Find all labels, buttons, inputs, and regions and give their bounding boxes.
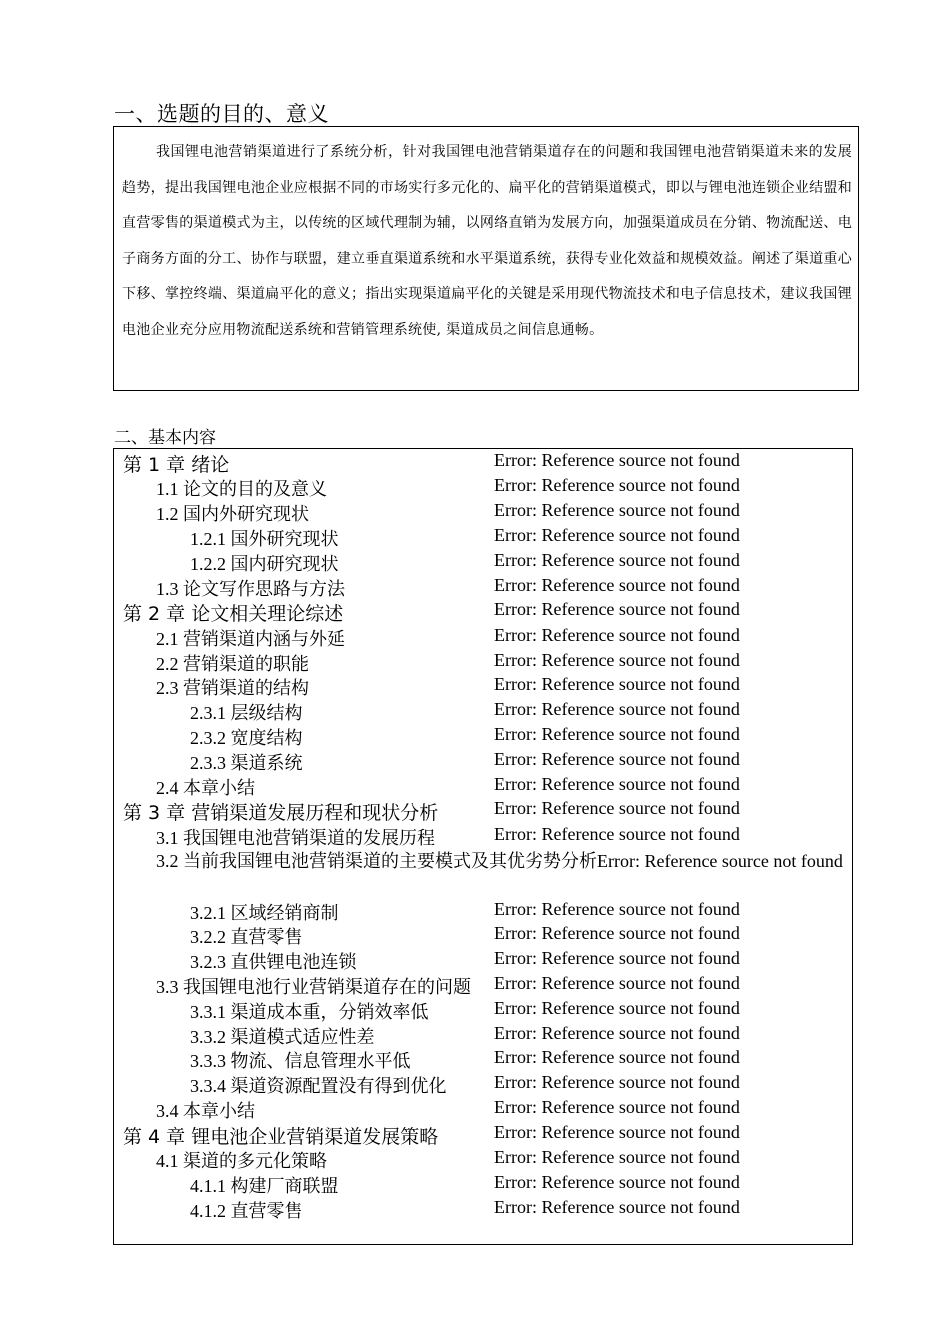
- toc-entry: [114, 749, 852, 774]
- toc-reference: Error: Reference source not found: [494, 1022, 740, 1043]
- section-2-heading: 二、基本内容: [114, 428, 216, 448]
- toc-entry: [114, 998, 852, 1023]
- toc-title: 3.4 本章小结: [156, 1101, 255, 1121]
- toc-title: 2.2 营销渠道的职能: [156, 653, 309, 674]
- toc-title: 3.3.1 渠道成本重，分销效率低: [190, 1001, 429, 1022]
- toc-entry: [114, 550, 852, 575]
- toc-title: 3.2.3 直供锂电池连锁: [190, 952, 357, 973]
- section-1-heading: 一、选题的目的、意义: [114, 102, 329, 126]
- toc-reference: Error: Reference source not found: [494, 724, 740, 744]
- toc-entry: [114, 575, 852, 600]
- toc-reference: Error: Reference source not found: [494, 773, 740, 794]
- toc-title: 第 1 章 绪论: [123, 454, 230, 476]
- toc-reference: Error: Reference source not found: [494, 923, 740, 944]
- toc-entry: [114, 1072, 852, 1097]
- toc-reference: Error: Reference source not found: [494, 549, 740, 570]
- toc-title: 2.1 营销渠道内涵与外延: [156, 628, 345, 649]
- toc-title: 3.1 我国锂电池营销渠道的发展历程: [156, 827, 435, 848]
- toc-entry: [114, 1147, 852, 1172]
- toc-title: 3.3.3 物流、信息管理水平低: [190, 1051, 411, 1072]
- toc-reference: Error: Reference source not found: [494, 1121, 740, 1142]
- toc-title: 2.3.1 层级结构: [190, 703, 303, 724]
- toc-entry: [114, 948, 852, 973]
- toc-chapter: [114, 599, 852, 624]
- toc-chapter: [114, 450, 852, 475]
- toc-entry: [114, 1023, 852, 1048]
- toc-reference: Error: Reference source not found: [494, 798, 740, 819]
- toc-entry: [114, 674, 852, 699]
- toc-reference: Error: Reference source not found: [494, 1097, 740, 1117]
- toc-reference: Error: Reference source not found: [494, 898, 740, 919]
- toc-title: 3.3 我国锂电池行业营销渠道存在的问题: [156, 977, 471, 997]
- toc-reference: Error: Reference source not found: [494, 574, 740, 595]
- toc-reference: Error: Reference source not found: [494, 1047, 740, 1068]
- toc-title: 2.3 营销渠道的结构: [156, 678, 309, 699]
- purpose-paragraph: 我国锂电池营销渠道进行了系统分析，针对我国锂电池营销渠道存在的问题和我国锂电池营销渠道未来的发展趋势，提出我国锂电池企业应根据不同的市场实行多元化的、扁平化的营销渠道模式，即以与锂电池连锁企业结盟和直营零售的渠道模式为主，以传统的区域代理制为辅，以网络直销为发展方向，加强渠道成员在分销、物流配送、电子商务方面的分工、协作与联盟，建立垂直渠道系统和水平渠道系统，获得专业化效益和规模效益。阐述了渠道重心下移、掌控终端、渠道扁平化的意义；指出实现渠道扁平化的关键是采用现代物流技术和电子信息技术，建议我国锂电池企业充分应用物流配送系统和营销管理系统使, 渠道成员之间信息通畅。: [122, 144, 852, 338]
- toc-entry: [114, 774, 852, 799]
- toc-reference: Error: Reference source not found: [494, 624, 740, 645]
- toc-title: 1.2 国内外研究现状: [156, 504, 309, 525]
- toc-entry: [114, 923, 852, 948]
- toc-reference: Error: Reference source not found: [494, 699, 740, 720]
- toc-entry: [114, 525, 852, 550]
- toc-reference: Error: Reference source not found: [494, 1172, 740, 1192]
- toc-reference: Error: Reference source not found: [494, 823, 740, 844]
- toc-title: 1.1 论文的目的及意义: [156, 479, 327, 500]
- toc-reference: Error: Reference source not found: [597, 850, 843, 871]
- toc-title: 1.3 论文写作思路与方法: [156, 578, 345, 599]
- toc-entry: [114, 699, 852, 724]
- toc-title: 第 4 章 锂电池企业营销渠道发展策略: [123, 1125, 439, 1148]
- toc-entry: [114, 500, 852, 525]
- toc-reference: Error: Reference source not found: [494, 500, 740, 521]
- toc-entry: [114, 650, 852, 675]
- toc-chapter: [114, 1122, 852, 1147]
- toc-reference: Error: Reference source not found: [494, 1147, 740, 1168]
- toc-entry: [114, 625, 852, 650]
- toc-reference: Error: Reference source not found: [494, 674, 740, 695]
- toc-entry: [114, 1197, 852, 1222]
- toc-reference: Error: Reference source not found: [494, 748, 740, 769]
- toc-reference: Error: Reference source not found: [494, 475, 740, 496]
- toc-title: 4.1.1 构建厂商联盟: [190, 1176, 339, 1196]
- toc-entry: [156, 849, 846, 874]
- toc-entry: [114, 475, 852, 500]
- toc-reference: Error: Reference source not found: [494, 973, 740, 993]
- toc-reference: Error: Reference source not found: [494, 450, 740, 470]
- toc-title: 3.2.1 区域经销商制: [190, 902, 339, 923]
- toc-reference: Error: Reference source not found: [494, 1072, 740, 1093]
- toc-reference: Error: Reference source not found: [494, 948, 740, 969]
- toc-title: 第 2 章 论文相关理论综述: [123, 603, 344, 626]
- toc-title: 2.4 本章小结: [156, 777, 255, 798]
- toc-entry: [114, 724, 852, 749]
- toc-title: 3.3.2 渠道模式适应性差: [190, 1026, 375, 1047]
- toc-reference: Error: Reference source not found: [494, 599, 740, 620]
- toc-entry: [114, 973, 852, 998]
- toc-title: 3.2 当前我国锂电池营销渠道的主要模式及其优劣势分析: [156, 850, 597, 871]
- toc-title: 2.3.3 渠道系统: [190, 752, 303, 773]
- content-box: [113, 448, 853, 1245]
- toc-title: 3.3.4 渠道资源配置没有得到优化: [190, 1076, 447, 1097]
- toc-reference: Error: Reference source not found: [494, 1196, 740, 1217]
- toc-title: 1.2.1 国外研究现状: [190, 529, 339, 549]
- toc-reference: Error: Reference source not found: [494, 649, 740, 670]
- toc-title: 2.3.2 宽度结构: [190, 728, 303, 748]
- toc-entry: [114, 1097, 852, 1122]
- toc-title: 3.2.2 直营零售: [190, 927, 303, 948]
- toc-title: 1.2.2 国内研究现状: [190, 553, 339, 574]
- toc-reference: Error: Reference source not found: [494, 997, 740, 1018]
- toc-title: 4.1.2 直营零售: [190, 1200, 303, 1221]
- toc-title: 第 3 章 营销渠道发展历程和现状分析: [123, 802, 439, 825]
- toc-entry: [114, 899, 852, 924]
- toc-entry: [114, 1172, 852, 1197]
- toc-reference: Error: Reference source not found: [494, 525, 740, 545]
- toc-entry: [114, 824, 852, 849]
- toc-chapter: [114, 798, 852, 823]
- purpose-box: [113, 126, 859, 391]
- toc-title: 4.1 渠道的多元化策略: [156, 1151, 327, 1172]
- toc-entry: [114, 1047, 852, 1072]
